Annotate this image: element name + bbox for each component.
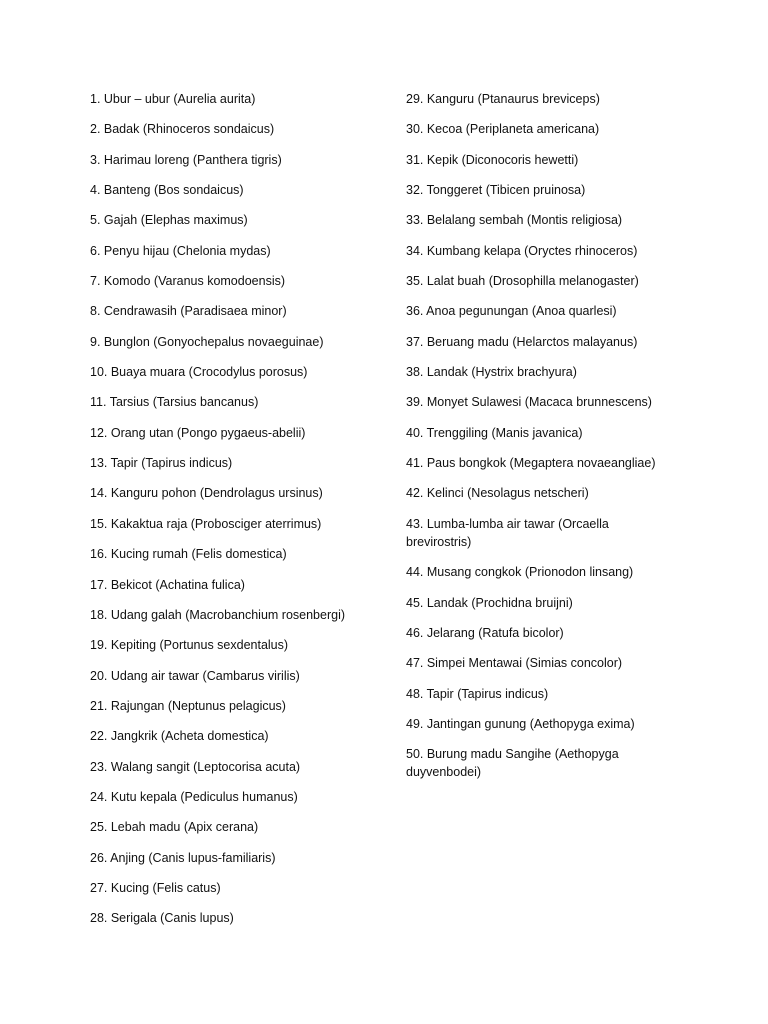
animal-list-item: 8. Cendrawasih (Paradisaea minor) [90, 304, 287, 319]
animal-list-item: 4. Banteng (Bos sondaicus) [90, 183, 244, 198]
animal-list-item: 42. Kelinci (Nesolagus netscheri) [406, 486, 589, 501]
animal-list-item: 6. Penyu hijau (Chelonia mydas) [90, 243, 271, 258]
animal-list-left-column [90, 90, 390, 940]
animal-list-item: 34. Kumbang kelapa (Oryctes rhinoceros) [406, 243, 638, 258]
animal-list-item: 37. Beruang madu (Helarctos malayanus) [406, 334, 638, 349]
animal-list-item: 7. Komodo (Varanus komodoensis) [90, 274, 286, 289]
animal-list-item: 5. Gajah (Elephas maximus) [90, 213, 248, 228]
animal-list-item: 19. Kepiting (Portunus sexdentalus) [90, 638, 289, 653]
animal-list-item: 14. Kanguru pohon (Dendrolagus ursinus) [90, 486, 323, 501]
animal-list-item: 41. Paus bongkok (Megaptera novaeangliae) [406, 456, 656, 471]
animal-list-item: 20. Udang air tawar (Cambarus virilis) [90, 668, 300, 683]
animal-list-item: 10. Buaya muara (Crocodylus porosus) [90, 365, 308, 380]
animal-list-item: 39. Monyet Sulawesi (Macaca brunnescens) [406, 395, 652, 410]
animal-list-item: 33. Belalang sembah (Montis religiosa) [406, 213, 623, 228]
animal-list-item: 36. Anoa pegunungan (Anoa quarlesi) [406, 304, 617, 319]
animal-list-item: 49. Jantingan gunung (Aethopyga exima) [406, 716, 635, 731]
animal-list-item: 11. Tarsius (Tarsius bancanus) [90, 395, 259, 410]
animal-list-item: 32. Tonggeret (Tibicen pruinosa) [406, 183, 586, 198]
animal-list-item: 48. Tapir (Tapirus indicus) [406, 686, 549, 701]
animal-list-item: 17. Bekicot (Achatina fulica) [90, 577, 245, 592]
animal-list-item: 47. Simpei Mentawai (Simias concolor) [406, 656, 623, 671]
animal-list-item: 3. Harimau loreng (Panthera tigris) [90, 152, 282, 167]
animal-list-item: 21. Rajungan (Neptunus pelagicus) [90, 698, 286, 713]
animal-list-item: 15. Kakaktua raja (Probosciger aterrimus) [90, 516, 322, 531]
animal-list-item: 38. Landak (Hystrix brachyura) [406, 365, 577, 380]
animal-list-item: 2. Badak (Rhinoceros sondaicus) [90, 122, 275, 137]
animal-list-item: 46. Jelarang (Ratufa bicolor) [406, 625, 564, 640]
animal-list-item: 22. Jangkrik (Acheta domestica) [90, 729, 269, 744]
animal-list-item: 43. Lumba-lumba air tawar (Orcaella brevirostris) [406, 516, 609, 549]
animal-list-item: 45. Landak (Prochidna bruijni) [406, 595, 573, 610]
animal-list-item: 30. Kecoa (Periplaneta americana) [406, 122, 600, 137]
animal-list-item: 12. Orang utan (Pongo pygaeus-abelii) [90, 425, 306, 440]
animal-list-item: 44. Musang congkok (Prionodon linsang) [406, 565, 634, 580]
animal-list-item: 25. Lebah madu (Apix cerana) [90, 820, 259, 835]
animal-list-item: 1. Ubur – ubur (Aurelia aurita) [90, 92, 256, 106]
animal-list-item: 23. Walang sangit (Leptocorisa acuta) [90, 759, 301, 774]
animal-list-item: 18. Udang galah (Macrobanchium rosenbergi) [90, 607, 346, 622]
animal-list-item: 35. Lalat buah (Drosophilla melanogaster) [406, 274, 639, 289]
animal-list-item: 28. Serigala (Canis lupus) [90, 911, 234, 926]
animal-list-item: 26. Anjing (Canis lupus-familiaris) [90, 850, 276, 865]
animal-list-item: 40. Trenggiling (Manis javanica) [406, 425, 583, 440]
animal-list-item: 13. Tapir (Tapirus indicus) [90, 456, 233, 471]
animal-list-item: 9. Bunglon (Gonyochepalus novaeguinae) [90, 334, 324, 349]
animal-list-item: 29. Kanguru (Ptanaurus breviceps) [406, 92, 600, 106]
animal-list-item: 27. Kucing (Felis catus) [90, 880, 221, 895]
animal-list-item: 50. Burung madu Sangihe (Aethopyga duyvenbodei) [406, 747, 619, 780]
animal-list-item: 31. Kepik (Diconocoris hewetti) [406, 152, 579, 167]
animal-list-item: 16. Kucing rumah (Felis domestica) [90, 547, 287, 562]
animal-list-item: 24. Kutu kepala (Pediculus humanus) [90, 789, 298, 804]
animal-list-right-column [406, 90, 668, 794]
